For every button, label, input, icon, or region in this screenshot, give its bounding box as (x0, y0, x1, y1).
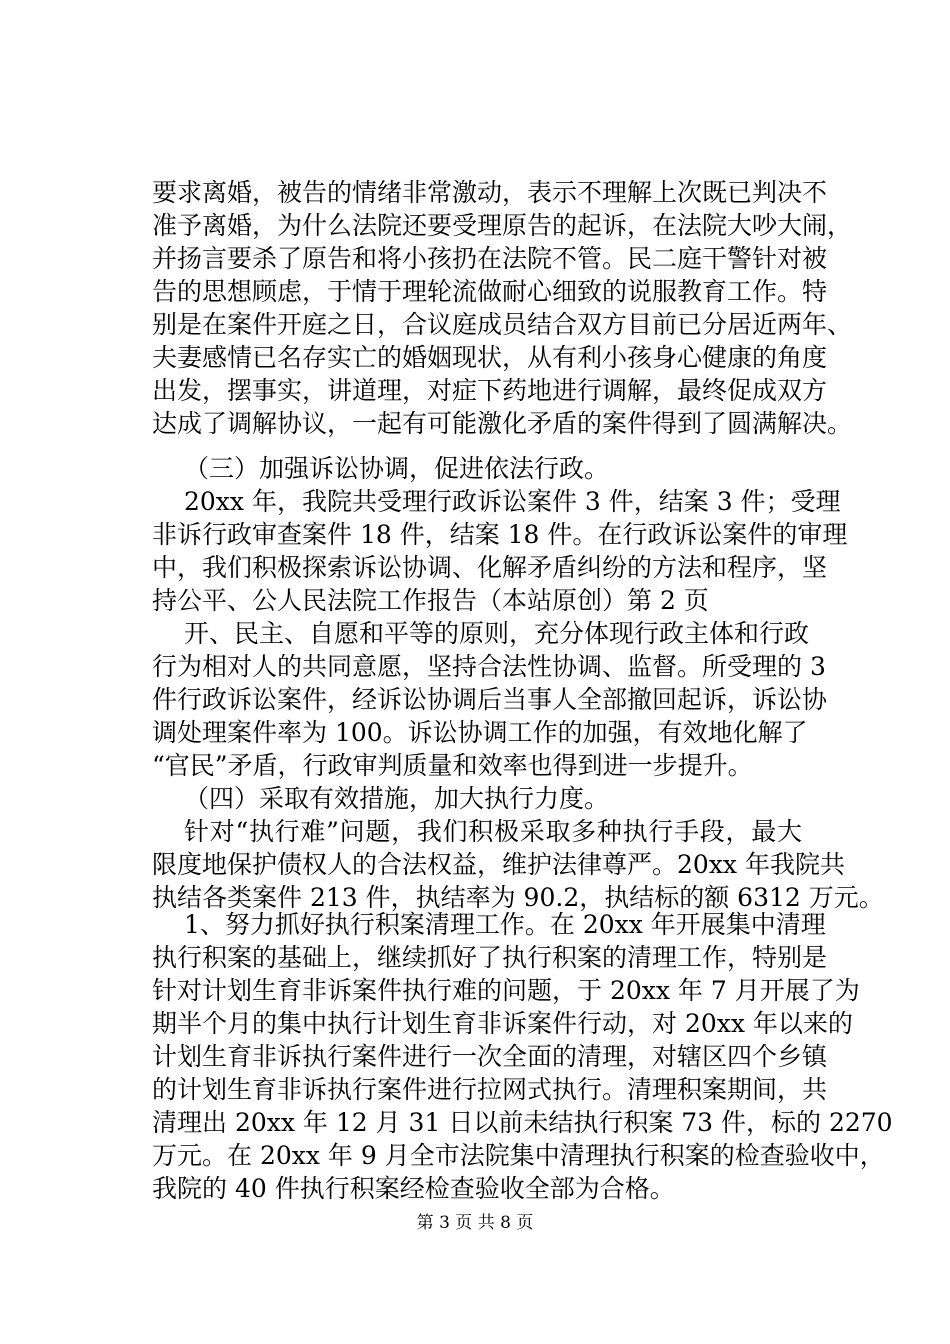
section-heading-3 (152, 452, 802, 485)
text-line: 执结各类案件 213 件，执结率为 90.2，执结标的额 6312 万元。 (152, 883, 884, 912)
paragraph-backlog-cleanup (152, 908, 893, 1205)
text-line: 针对“执行难”问题，我们积极采取多种执行手段，最大 (184, 817, 802, 846)
text-line: 持公平、公人民法院工作报告（本站原创）第 2 页 (152, 586, 709, 615)
text-line: 别是在案件开庭之日，合议庭成员结合双方目前已分居近两年、 (152, 310, 853, 339)
paragraph-divorce-mediation (152, 176, 853, 440)
text-line: 夫妻感情已名存实亡的婚姻现状，从有利小孩身心健康的角度 (152, 343, 828, 372)
section-heading-4 (152, 782, 802, 815)
text-line: 的计划生育非诉执行案件进行拉网式执行。清理积案期间，共 (152, 1075, 828, 1104)
text-line: 清理出 20xx 年 12 月 31 日以前未结执行积案 73 件，标的 2270 (152, 1108, 893, 1137)
text-line: 计划生育非诉执行案件进行一次全面的清理，对辖区四个乡镇 (152, 1042, 828, 1071)
text-line: 并扬言要杀了原告和将小孩扔在法院不管。民二庭干警针对被 (152, 244, 828, 273)
text-line: 限度地保护债权人的合法权益，维护法律尊严。20xx 年我院共 (152, 850, 845, 879)
text-line: 告的思想顾虑，于情于理轮流做耐心细致的说服教育工作。特 (152, 277, 828, 306)
text-line: 针对计划生育非诉案件执行难的问题，于 20xx 年 7 月开展了为 (152, 976, 860, 1005)
text-line: 开、民主、自愿和平等的原则，充分体现行政主体和行政 (184, 619, 810, 648)
text-line: “官民”矛盾，行政审判质量和效率也得到进一步提升。 (152, 751, 753, 780)
text-line: 出发，摆事实，讲道理，对症下药地进行调解，最终促成双方 (152, 376, 828, 405)
text-line: 万元。在 20xx 年 9 月全市法院集中清理执行积案的检查验收中， (152, 1141, 885, 1170)
text-line: 行为相对人的共同意愿，坚持合法性协调、监督。所受理的 3 (152, 652, 826, 681)
text-line: 执行积案的基础上，继续抓好了执行积案的清理工作，特别是 (152, 943, 828, 972)
text-line: 准予离婚，为什么法院还要受理原告的起诉，在法院大吵大闹， (152, 211, 853, 240)
text-line: 件行政诉讼案件，经诉讼协调后当事人全部撤回起诉，诉讼协 (152, 685, 828, 714)
paragraph-enforcement (152, 815, 884, 914)
paragraph-litigation-coordination (152, 617, 828, 782)
text-line: 达成了调解协议，一起有可能激化矛盾的案件得到了圆满解决。 (152, 409, 853, 438)
page-number-footer: 第 3 页 共 8 页 (416, 1213, 534, 1233)
section-heading-text: （四）采取有效措施，加大执行力度。 (184, 784, 610, 813)
text-line: 1、努力抓好执行积案清理工作。在 20xx 年开展集中清理 (184, 910, 826, 939)
text-line: 我院的 40 件执行积案经检查验收全部为合格。 (152, 1174, 675, 1203)
text-line: 期半个月的集中执行计划生育非诉案件行动，对 20xx 年以来的 (152, 1009, 853, 1038)
text-line: 要求离婚，被告的情绪非常激动，表示不理解上次既已判决不 (152, 178, 828, 207)
text-line: 调处理案件率为 100。诉讼协调工作的加强，有效地化解了 (152, 718, 808, 747)
text-line: 中，我们积极探索诉讼协调、化解矛盾纠纷的方法和程序，坚 (152, 553, 828, 582)
text-line: 20xx 年，我院共受理行政诉讼案件 3 件，结案 3 件；受理 (184, 487, 841, 516)
paragraph-administrative-cases (152, 485, 848, 617)
text-line: 非诉行政审查案件 18 件，结案 18 件。在行政诉讼案件的审理 (152, 520, 848, 549)
section-heading-text: （三）加强诉讼协调，促进依法行政。 (184, 454, 610, 483)
